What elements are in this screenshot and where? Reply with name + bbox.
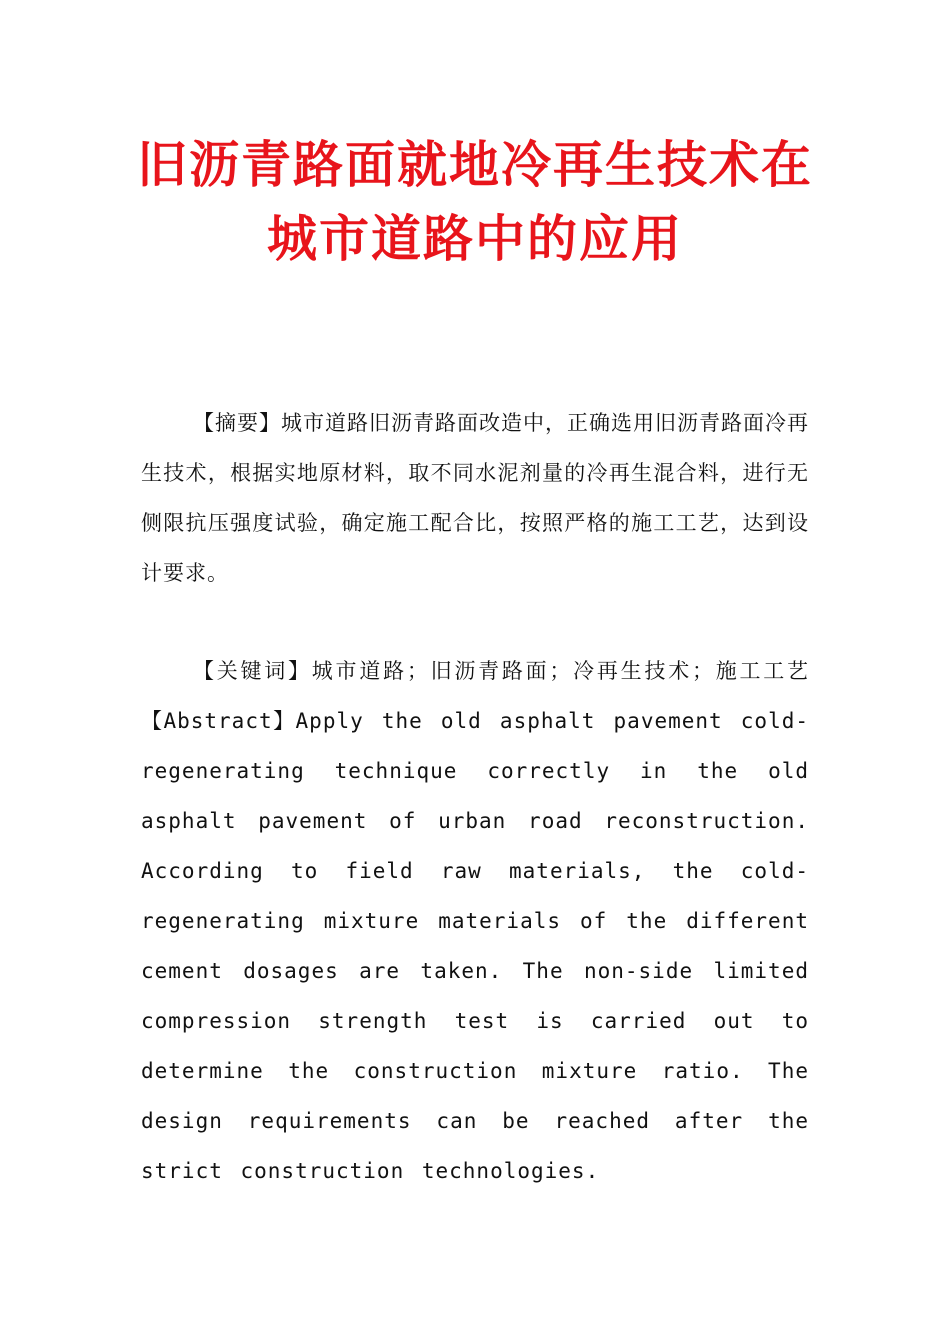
document-title: 旧沥青路面就地冷再生技术在城市道路中的应用 bbox=[137, 136, 813, 268]
abstract-chinese-paragraph: 【摘要】城市道路旧沥青路面改造中，正确选用旧沥青路面冷再生技术，根据实地原材料，取不同水泥剂量的冷再生混合料，进行无侧限抗压强度试验，确定施工配合比，按照严格的施工工艺，达到设计要求。 bbox=[141, 411, 809, 585]
keywords-and-english-abstract-paragraph: 【关键词】城市道路；旧沥青路面；冷再生技术；施工工艺【Abstract】Apply the old asphalt pavement cold-regenerating technique correctly in the old asphalt pavement of urban road reconstruction. According to field raw materials, the cold-regenerating mixture materials of the different cement dosages are taken. The non-side limited compression strength test is carried out to determine the construction mixture ratio. The design requirements can be reached after the strict construction technologies. bbox=[141, 659, 809, 1183]
